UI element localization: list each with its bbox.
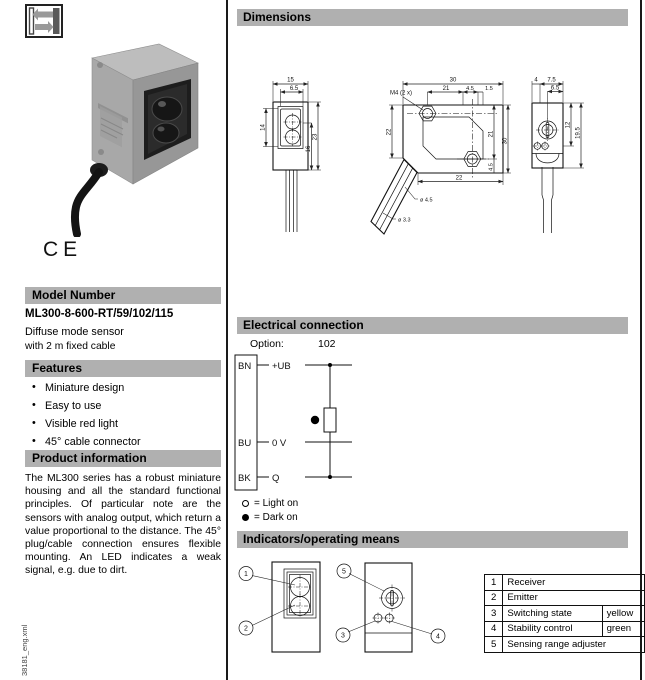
legend-text: = Dark on — [254, 511, 298, 523]
svg-text:5: 5 — [342, 568, 346, 576]
legend-light-on — [242, 497, 298, 511]
row-label: Emitter — [503, 590, 645, 606]
svg-text:4: 4 — [534, 77, 538, 84]
svg-text:15: 15 — [287, 77, 294, 84]
model-number: ML300-8-600-RT/59/102/115 — [25, 308, 174, 320]
filled-circle-icon — [242, 514, 249, 521]
features-header: Features — [25, 360, 221, 377]
document-code: 38181_eng.xml — [20, 624, 29, 676]
feature-item: • Easy to use — [25, 400, 221, 412]
load-resistor — [324, 408, 336, 432]
svg-text:4: 4 — [436, 633, 440, 641]
dark-on-dot — [311, 416, 319, 424]
open-circle-icon — [242, 500, 249, 507]
svg-text:1: 1 — [244, 571, 248, 578]
svg-text:14: 14 — [260, 124, 267, 131]
row-num: 5 — [485, 637, 503, 653]
svg-text:2: 2 — [244, 625, 248, 633]
svg-text:+UB: +UB — [272, 361, 291, 372]
svg-text:4.5: 4.5 — [488, 163, 495, 171]
svg-text:30: 30 — [449, 77, 457, 84]
feature-item: • 45° cable connector — [25, 436, 221, 448]
legend-text: = Light on — [254, 498, 299, 510]
product-photo — [45, 32, 210, 237]
row-num: 3 — [485, 606, 503, 622]
row-num: 2 — [485, 590, 503, 606]
top-view-drawing — [532, 78, 584, 234]
front-view-drawing — [261, 78, 322, 233]
svg-text:BK: BK — [238, 473, 251, 484]
row-label: Switching state — [503, 606, 602, 622]
svg-text:6.5: 6.5 — [550, 85, 560, 92]
svg-text:22: 22 — [386, 128, 393, 136]
svg-text:Q: Q — [272, 473, 280, 484]
electrical-header: Electrical connection — [237, 317, 628, 334]
product-info-text: The ML300 series has a robust miniature housing and all the standard functional principles. Of particular note are the sensors with analog output, which return a value proportional to the distance. The 45° plug/cable connection ensures flexible mounting. An LED indicates a weak signal, e.g. due to dirt. — [25, 473, 221, 577]
cable — [75, 172, 99, 234]
svg-text:3: 3 — [341, 632, 345, 640]
svg-text:21: 21 — [442, 85, 450, 92]
svg-text:21: 21 — [488, 130, 495, 138]
indicators-header: Indicators/operating means — [237, 531, 628, 548]
svg-text:6.5: 6.5 — [289, 85, 299, 92]
svg-text:BN: BN — [238, 361, 252, 372]
row-value: green — [602, 621, 644, 637]
row-value: yellow — [602, 606, 644, 622]
dimensions-header: Dimensions — [237, 9, 628, 26]
table-row — [485, 621, 645, 637]
side-view-drawing — [371, 78, 511, 235]
callouts — [239, 564, 445, 643]
table-row — [485, 575, 645, 591]
indicator-front-view — [272, 562, 320, 652]
indicator-side-view — [365, 563, 412, 652]
svg-text:0 V: 0 V — [272, 438, 287, 449]
table-row — [485, 606, 645, 622]
svg-text:7.5: 7.5 — [547, 77, 556, 84]
svg-text:19.5: 19.5 — [575, 127, 582, 139]
svg-text:4.5: 4.5 — [466, 85, 474, 92]
svg-text:16: 16 — [306, 145, 312, 153]
model-number-header: Model Number — [25, 287, 221, 304]
column-divider-line — [226, 0, 228, 680]
option-label: Option: — [250, 338, 284, 350]
svg-text:22: 22 — [455, 175, 463, 182]
features-list — [25, 382, 221, 454]
row-label: Receiver — [503, 575, 645, 591]
svg-text:BU: BU — [238, 438, 252, 449]
svg-text:12: 12 — [565, 121, 572, 129]
svg-text:ø 4.5: ø 4.5 — [420, 197, 433, 204]
feature-item: • Miniature design — [25, 382, 221, 394]
row-label: Sensing range adjuster — [503, 637, 645, 653]
svg-text:30: 30 — [502, 137, 509, 145]
table-row — [485, 637, 645, 653]
model-desc-2: with 2 m fixed cable — [25, 341, 116, 352]
feature-item: • Visible red light — [25, 418, 221, 430]
switch-mode-legend — [242, 497, 298, 524]
indicators-table — [484, 574, 645, 653]
table-row — [485, 590, 645, 606]
svg-text:23: 23 — [312, 133, 319, 141]
legend-dark-on — [242, 511, 298, 525]
row-num: 4 — [485, 621, 503, 637]
ce-mark: CE — [43, 238, 83, 261]
row-label: Stability control — [503, 621, 602, 637]
indicator-drawings — [237, 552, 487, 660]
wiring-diagram — [233, 352, 433, 497]
svg-text:ø 3.3: ø 3.3 — [398, 217, 411, 224]
model-desc-1: Diffuse mode sensor — [25, 326, 124, 338]
dimension-drawings — [237, 55, 628, 315]
product-info-header: Product information — [25, 450, 221, 467]
option-value: 102 — [318, 338, 336, 350]
svg-text:1.5: 1.5 — [485, 85, 493, 92]
row-num: 1 — [485, 575, 503, 591]
svg-text:M4 (2 x): M4 (2 x) — [390, 90, 413, 97]
